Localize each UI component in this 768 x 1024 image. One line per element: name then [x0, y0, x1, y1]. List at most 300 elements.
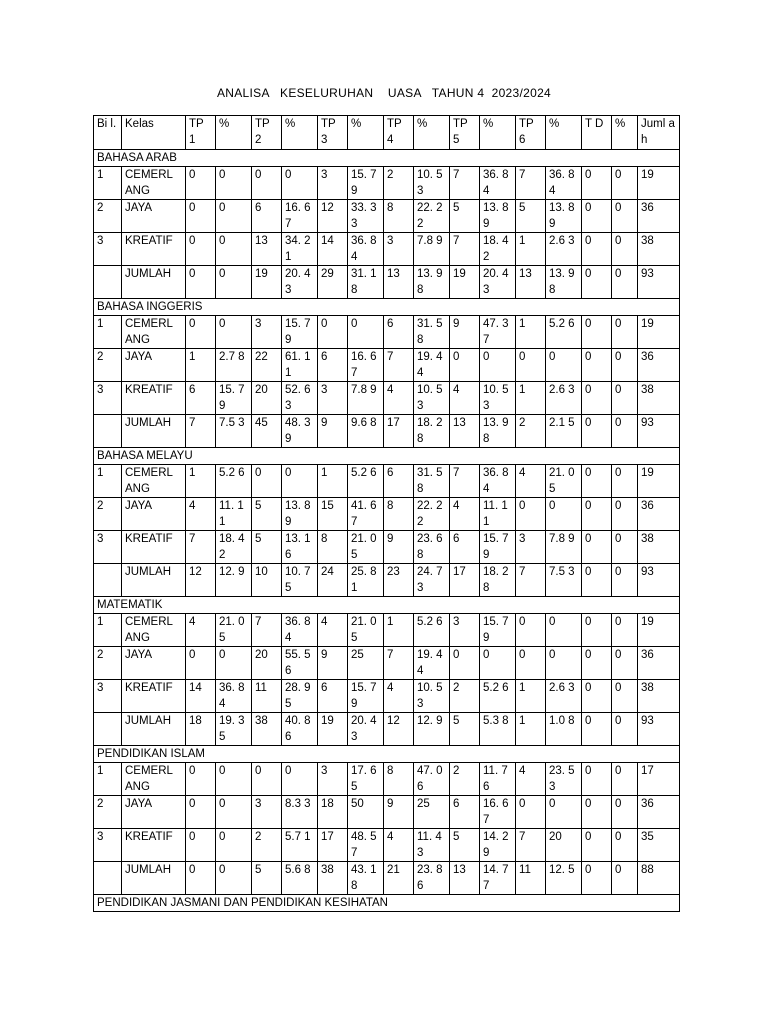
table-cell: 12 — [186, 564, 216, 597]
table-cell: 0 — [216, 796, 252, 829]
table-cell: 4 — [318, 614, 348, 647]
table-cell: 0 — [582, 564, 612, 597]
table-cell: 0 — [282, 167, 318, 200]
table-cell: 0 — [282, 465, 318, 498]
table-cell: 3 — [94, 680, 122, 713]
table-cell: 19. 35 — [216, 713, 252, 746]
table-cell: 15. 79 — [216, 382, 252, 415]
table-row — [94, 465, 680, 498]
table-cell: 3 — [450, 614, 480, 647]
table-cell: 93 — [638, 713, 680, 746]
table-cell: 0 — [582, 200, 612, 233]
table-cell: 0 — [612, 498, 638, 531]
table-cell: 0 — [582, 829, 612, 862]
table-cell: 15. 79 — [348, 680, 384, 713]
table-row — [94, 167, 680, 200]
table-cell: 4 — [186, 614, 216, 647]
table-cell: 7.8 9 — [546, 531, 582, 564]
table-cell: 47. 37 — [480, 316, 516, 349]
table-cell: 9 — [450, 316, 480, 349]
table-cell: 0 — [480, 349, 516, 382]
table-cell: 0 — [546, 614, 582, 647]
section-title: BAHASA ARAB — [94, 150, 680, 167]
table-row — [94, 200, 680, 233]
table-cell: 0 — [582, 233, 612, 266]
table-cell: 45 — [252, 415, 282, 448]
table-cell: 17 — [450, 564, 480, 597]
table-cell: 38 — [252, 713, 282, 746]
table-cell: 5 — [252, 498, 282, 531]
section-header-row — [94, 597, 680, 614]
table-cell: 12. 9 — [414, 713, 450, 746]
header-cell: % — [546, 116, 582, 150]
table-cell: 19 — [638, 167, 680, 200]
table-cell: 0 — [582, 316, 612, 349]
table-cell: 20 — [546, 829, 582, 862]
table-cell: 7 — [450, 233, 480, 266]
table-cell: 0 — [216, 316, 252, 349]
table-cell: 0 — [216, 829, 252, 862]
table-cell: 2 — [94, 647, 122, 680]
table-row — [94, 233, 680, 266]
table-cell: 0 — [612, 233, 638, 266]
header-cell: % — [612, 116, 638, 150]
header-cell: Bi l. — [94, 116, 122, 150]
table-cell: 31. 18 — [348, 266, 384, 299]
table-cell: 2 — [94, 349, 122, 382]
table-cell: 0 — [450, 349, 480, 382]
table-cell: 0 — [612, 349, 638, 382]
table-cell: 13 — [450, 862, 480, 895]
table-cell: 0 — [612, 167, 638, 200]
table-cell: 8 — [384, 498, 414, 531]
table-cell: 14. 77 — [480, 862, 516, 895]
table-cell: 18. 42 — [216, 531, 252, 564]
table-cell: 3 — [252, 796, 282, 829]
table-cell: 0 — [348, 316, 384, 349]
table-cell: 3 — [516, 531, 546, 564]
table-cell: 10 — [252, 564, 282, 597]
table-cell: 1 — [516, 680, 546, 713]
table-cell: 93 — [638, 564, 680, 597]
table-cell: 5.3 8 — [480, 713, 516, 746]
table-cell: 4 — [516, 465, 546, 498]
table-cell: 10. 75 — [282, 564, 318, 597]
table-row — [94, 531, 680, 564]
table-cell: 38 — [638, 680, 680, 713]
table-cell: 5 — [450, 200, 480, 233]
table-cell: 48. 39 — [282, 415, 318, 448]
table-cell: 24. 73 — [414, 564, 450, 597]
table-row — [94, 498, 680, 531]
table-cell: 18. 28 — [480, 564, 516, 597]
table-cell: 93 — [638, 415, 680, 448]
table-cell: 13 — [516, 266, 546, 299]
table-row — [94, 415, 680, 448]
table-cell: 25 — [348, 647, 384, 680]
table-cell: 0 — [582, 713, 612, 746]
table-cell: 0 — [612, 266, 638, 299]
table-cell: 36. 84 — [546, 167, 582, 200]
table-cell: 0 — [186, 829, 216, 862]
table-cell: 0 — [216, 862, 252, 895]
table-cell: 8 — [318, 531, 348, 564]
table-cell: 0 — [612, 382, 638, 415]
table-cell: 19. 44 — [414, 349, 450, 382]
table-cell: 6 — [318, 349, 348, 382]
table-cell: 2.1 5 — [546, 415, 582, 448]
table-cell: 2.7 8 — [216, 349, 252, 382]
table-cell — [94, 266, 122, 299]
table-cell: 0 — [612, 763, 638, 796]
table-cell: CEMERL ANG — [122, 763, 186, 796]
table-cell: 50 — [348, 796, 384, 829]
table-cell: 3 — [252, 316, 282, 349]
table-cell: 22. 22 — [414, 498, 450, 531]
table-cell: 48. 57 — [348, 829, 384, 862]
table-cell: 0 — [252, 465, 282, 498]
table-row — [94, 266, 680, 299]
table-cell: 52. 63 — [282, 382, 318, 415]
table-cell: 0 — [612, 415, 638, 448]
analysis-table — [93, 115, 680, 912]
table-cell: 18 — [186, 713, 216, 746]
table-cell: 1 — [318, 465, 348, 498]
table-cell: 4 — [384, 382, 414, 415]
section-title: BAHASA INGGERIS — [94, 299, 680, 316]
table-cell: 7.8 9 — [348, 382, 384, 415]
table-cell: 0 — [612, 316, 638, 349]
header-cell: T D — [582, 116, 612, 150]
table-cell: 19 — [318, 713, 348, 746]
table-cell: 36 — [638, 498, 680, 531]
table-cell: 0 — [582, 680, 612, 713]
table-cell: 0 — [612, 200, 638, 233]
table-cell: 0 — [612, 531, 638, 564]
table-cell: 13. 98 — [480, 415, 516, 448]
table-cell: 11. 76 — [480, 763, 516, 796]
table-cell: 20. 43 — [480, 266, 516, 299]
table-cell: 6 — [450, 796, 480, 829]
section-header-row — [94, 150, 680, 167]
table-cell: 11 — [516, 862, 546, 895]
table-cell: 0 — [216, 167, 252, 200]
table-cell: 21. 05 — [216, 614, 252, 647]
table-cell: 15. 79 — [348, 167, 384, 200]
table-cell: 13 — [252, 233, 282, 266]
table-cell: 0 — [582, 796, 612, 829]
table-cell: 0 — [282, 763, 318, 796]
table-cell: 20. 43 — [282, 266, 318, 299]
table-cell: 0 — [612, 647, 638, 680]
table-cell: 12 — [384, 713, 414, 746]
table-cell: 38 — [638, 382, 680, 415]
table-cell: 0 — [582, 266, 612, 299]
section-header-row — [94, 746, 680, 763]
table-cell: 7 — [252, 614, 282, 647]
table-cell: 13. 16 — [282, 531, 318, 564]
table-cell: 2 — [450, 763, 480, 796]
section-header-row — [94, 299, 680, 316]
table-cell: 3 — [94, 829, 122, 862]
table-cell: 18. 28 — [414, 415, 450, 448]
table-cell: 1 — [516, 316, 546, 349]
section-header-row — [94, 895, 680, 912]
table-row — [94, 349, 680, 382]
table-cell: 17 — [318, 829, 348, 862]
table-cell: 0 — [216, 266, 252, 299]
table-cell: 0 — [582, 763, 612, 796]
table-cell: 7 — [384, 647, 414, 680]
table-cell: 8 — [384, 763, 414, 796]
table-cell: 5 — [516, 200, 546, 233]
table-cell: 13. 89 — [282, 498, 318, 531]
table-cell: 38 — [638, 233, 680, 266]
table-cell — [94, 415, 122, 448]
table-cell: 36. 84 — [480, 465, 516, 498]
header-cell: % — [480, 116, 516, 150]
table-cell: 8 — [384, 200, 414, 233]
table-cell: 36 — [638, 349, 680, 382]
table-cell: 5.2 6 — [480, 680, 516, 713]
table-cell: 0 — [318, 316, 348, 349]
table-cell: 13. 89 — [546, 200, 582, 233]
table-cell: 7.5 3 — [546, 564, 582, 597]
section-title: MATEMATIK — [94, 597, 680, 614]
table-cell: 2.6 3 — [546, 680, 582, 713]
table-cell: 21. 05 — [546, 465, 582, 498]
table-cell: 25. 81 — [348, 564, 384, 597]
table-cell: CEMERL ANG — [122, 316, 186, 349]
table-cell: 1 — [516, 382, 546, 415]
table-cell: 5.2 6 — [546, 316, 582, 349]
table-cell: 0 — [612, 465, 638, 498]
header-row — [94, 116, 680, 150]
header-cell: % — [348, 116, 384, 150]
table-cell: 3 — [318, 167, 348, 200]
table-cell: 13 — [384, 266, 414, 299]
table-cell: 13. 89 — [480, 200, 516, 233]
table-cell: 9.6 8 — [348, 415, 384, 448]
table-cell: 5.2 6 — [414, 614, 450, 647]
table-cell: 36. 84 — [216, 680, 252, 713]
table-row — [94, 564, 680, 597]
table-cell: 0 — [216, 763, 252, 796]
table-cell: 6 — [318, 680, 348, 713]
table-cell: 14 — [318, 233, 348, 266]
table-cell: 14 — [186, 680, 216, 713]
table-cell: 0 — [186, 167, 216, 200]
table-cell: 2.6 3 — [546, 233, 582, 266]
table-cell: 9 — [384, 796, 414, 829]
table-body — [94, 116, 680, 912]
table-cell: JUMLAH — [122, 713, 186, 746]
table-cell: 0 — [582, 349, 612, 382]
table-cell — [94, 564, 122, 597]
table-cell: JAYA — [122, 498, 186, 531]
table-cell: 0 — [612, 862, 638, 895]
header-cell: TP 5 — [450, 116, 480, 150]
table-cell: 17 — [384, 415, 414, 448]
table-cell: 9 — [318, 415, 348, 448]
table-cell: 7 — [384, 349, 414, 382]
table-cell: 0 — [516, 498, 546, 531]
table-cell: 61. 11 — [282, 349, 318, 382]
table-cell: 1 — [94, 763, 122, 796]
table-cell: 15. 79 — [480, 614, 516, 647]
header-cell: % — [414, 116, 450, 150]
table-cell: 7.5 3 — [216, 415, 252, 448]
table-cell: 34. 21 — [282, 233, 318, 266]
table-cell: 9 — [384, 531, 414, 564]
table-cell: 0 — [582, 415, 612, 448]
table-cell: JAYA — [122, 200, 186, 233]
table-cell: 2 — [516, 415, 546, 448]
table-cell: 0 — [582, 614, 612, 647]
table-cell: 0 — [546, 498, 582, 531]
table-cell: 18. 42 — [480, 233, 516, 266]
table-cell: 38 — [638, 531, 680, 564]
table-cell: 19 — [638, 465, 680, 498]
table-row — [94, 316, 680, 349]
table-cell: KREATIF — [122, 531, 186, 564]
table-cell: CEMERL ANG — [122, 614, 186, 647]
table-cell: 5.2 6 — [216, 465, 252, 498]
table-cell: 0 — [516, 349, 546, 382]
table-cell: 10. 53 — [414, 680, 450, 713]
table-cell: 0 — [546, 349, 582, 382]
table-cell: 17. 65 — [348, 763, 384, 796]
table-cell: 41. 67 — [348, 498, 384, 531]
table-cell: 3 — [94, 531, 122, 564]
table-cell: 36. 84 — [348, 233, 384, 266]
header-cell: TP 2 — [252, 116, 282, 150]
table-cell: 16. 67 — [282, 200, 318, 233]
table-cell: 4 — [384, 680, 414, 713]
table-cell: KREATIF — [122, 680, 186, 713]
table-cell: 0 — [546, 796, 582, 829]
table-cell: 2 — [94, 498, 122, 531]
table-cell: 0 — [516, 614, 546, 647]
table-cell: 93 — [638, 266, 680, 299]
table-cell: 4 — [186, 498, 216, 531]
section-title: BAHASA MELAYU — [94, 448, 680, 465]
table-cell: 2 — [94, 796, 122, 829]
table-cell: 0 — [612, 614, 638, 647]
table-cell: 6 — [384, 465, 414, 498]
table-cell: 6 — [252, 200, 282, 233]
table-cell: 1 — [94, 316, 122, 349]
table-cell: 0 — [582, 167, 612, 200]
table-cell: 0 — [252, 167, 282, 200]
header-cell: TP 6 — [516, 116, 546, 150]
report-title: ANALISA KESELURUHAN UASA TAHUN 4 2023/2024 — [216, 86, 552, 100]
table-cell: 36. 84 — [282, 614, 318, 647]
table-cell: 12 — [318, 200, 348, 233]
table-cell — [94, 713, 122, 746]
table-cell: 2 — [450, 680, 480, 713]
table-cell: 0 — [186, 316, 216, 349]
table-cell: 6 — [384, 316, 414, 349]
header-cell: % — [216, 116, 252, 150]
table-cell: 4 — [450, 498, 480, 531]
table-cell: 38 — [318, 862, 348, 895]
table-cell: 55. 56 — [282, 647, 318, 680]
table-cell: 15 — [318, 498, 348, 531]
section-header-row — [94, 448, 680, 465]
table-cell: 1.0 8 — [546, 713, 582, 746]
table-cell: 0 — [186, 647, 216, 680]
table-cell: KREATIF — [122, 233, 186, 266]
table-cell: 0 — [582, 531, 612, 564]
table-cell: 31. 58 — [414, 316, 450, 349]
table-row — [94, 829, 680, 862]
table-row — [94, 680, 680, 713]
table-cell: 9 — [318, 647, 348, 680]
table-cell: 2.6 3 — [546, 382, 582, 415]
table-cell: JUMLAH — [122, 862, 186, 895]
table-cell: 4 — [450, 382, 480, 415]
table-cell: 16. 67 — [480, 796, 516, 829]
table-cell: 0 — [216, 200, 252, 233]
table-cell: 4 — [384, 829, 414, 862]
table-cell: 13. 98 — [546, 266, 582, 299]
table-cell: 21 — [384, 862, 414, 895]
table-cell: 3 — [318, 763, 348, 796]
table-cell: 35 — [638, 829, 680, 862]
table-row — [94, 647, 680, 680]
table-cell: 20 — [252, 647, 282, 680]
table-cell: 0 — [186, 266, 216, 299]
table-cell: 17 — [638, 763, 680, 796]
table-row — [94, 796, 680, 829]
table-cell: 0 — [612, 796, 638, 829]
table-cell: JAYA — [122, 796, 186, 829]
table-cell: 0 — [582, 647, 612, 680]
table-cell: 7 — [450, 465, 480, 498]
table-cell: 21. 05 — [348, 531, 384, 564]
table-cell: 1 — [186, 465, 216, 498]
table-cell: KREATIF — [122, 829, 186, 862]
table-cell: 5.6 8 — [282, 862, 318, 895]
table-cell: 88 — [638, 862, 680, 895]
table-cell: 5 — [252, 862, 282, 895]
table-row — [94, 763, 680, 796]
table-cell: 0 — [546, 647, 582, 680]
table-cell: 22 — [252, 349, 282, 382]
table-cell: 3 — [94, 382, 122, 415]
table-cell: 7.8 9 — [414, 233, 450, 266]
table-cell: 5 — [450, 713, 480, 746]
table-cell: 20 — [252, 382, 282, 415]
table-cell: 31. 58 — [414, 465, 450, 498]
table-cell: JAYA — [122, 647, 186, 680]
table-cell: 5.2 6 — [348, 465, 384, 498]
table-cell: 0 — [450, 647, 480, 680]
table-cell: 0 — [186, 763, 216, 796]
table-cell: 18 — [318, 796, 348, 829]
table-cell: 0 — [582, 498, 612, 531]
table-cell: 3 — [384, 233, 414, 266]
table-cell: 28. 95 — [282, 680, 318, 713]
table-cell: 29 — [318, 266, 348, 299]
table-cell: 5 — [450, 829, 480, 862]
table-cell: 1 — [516, 713, 546, 746]
table-cell: 1 — [94, 465, 122, 498]
table-cell: 19 — [638, 316, 680, 349]
table-cell: 0 — [582, 862, 612, 895]
table-cell: 10. 53 — [414, 167, 450, 200]
